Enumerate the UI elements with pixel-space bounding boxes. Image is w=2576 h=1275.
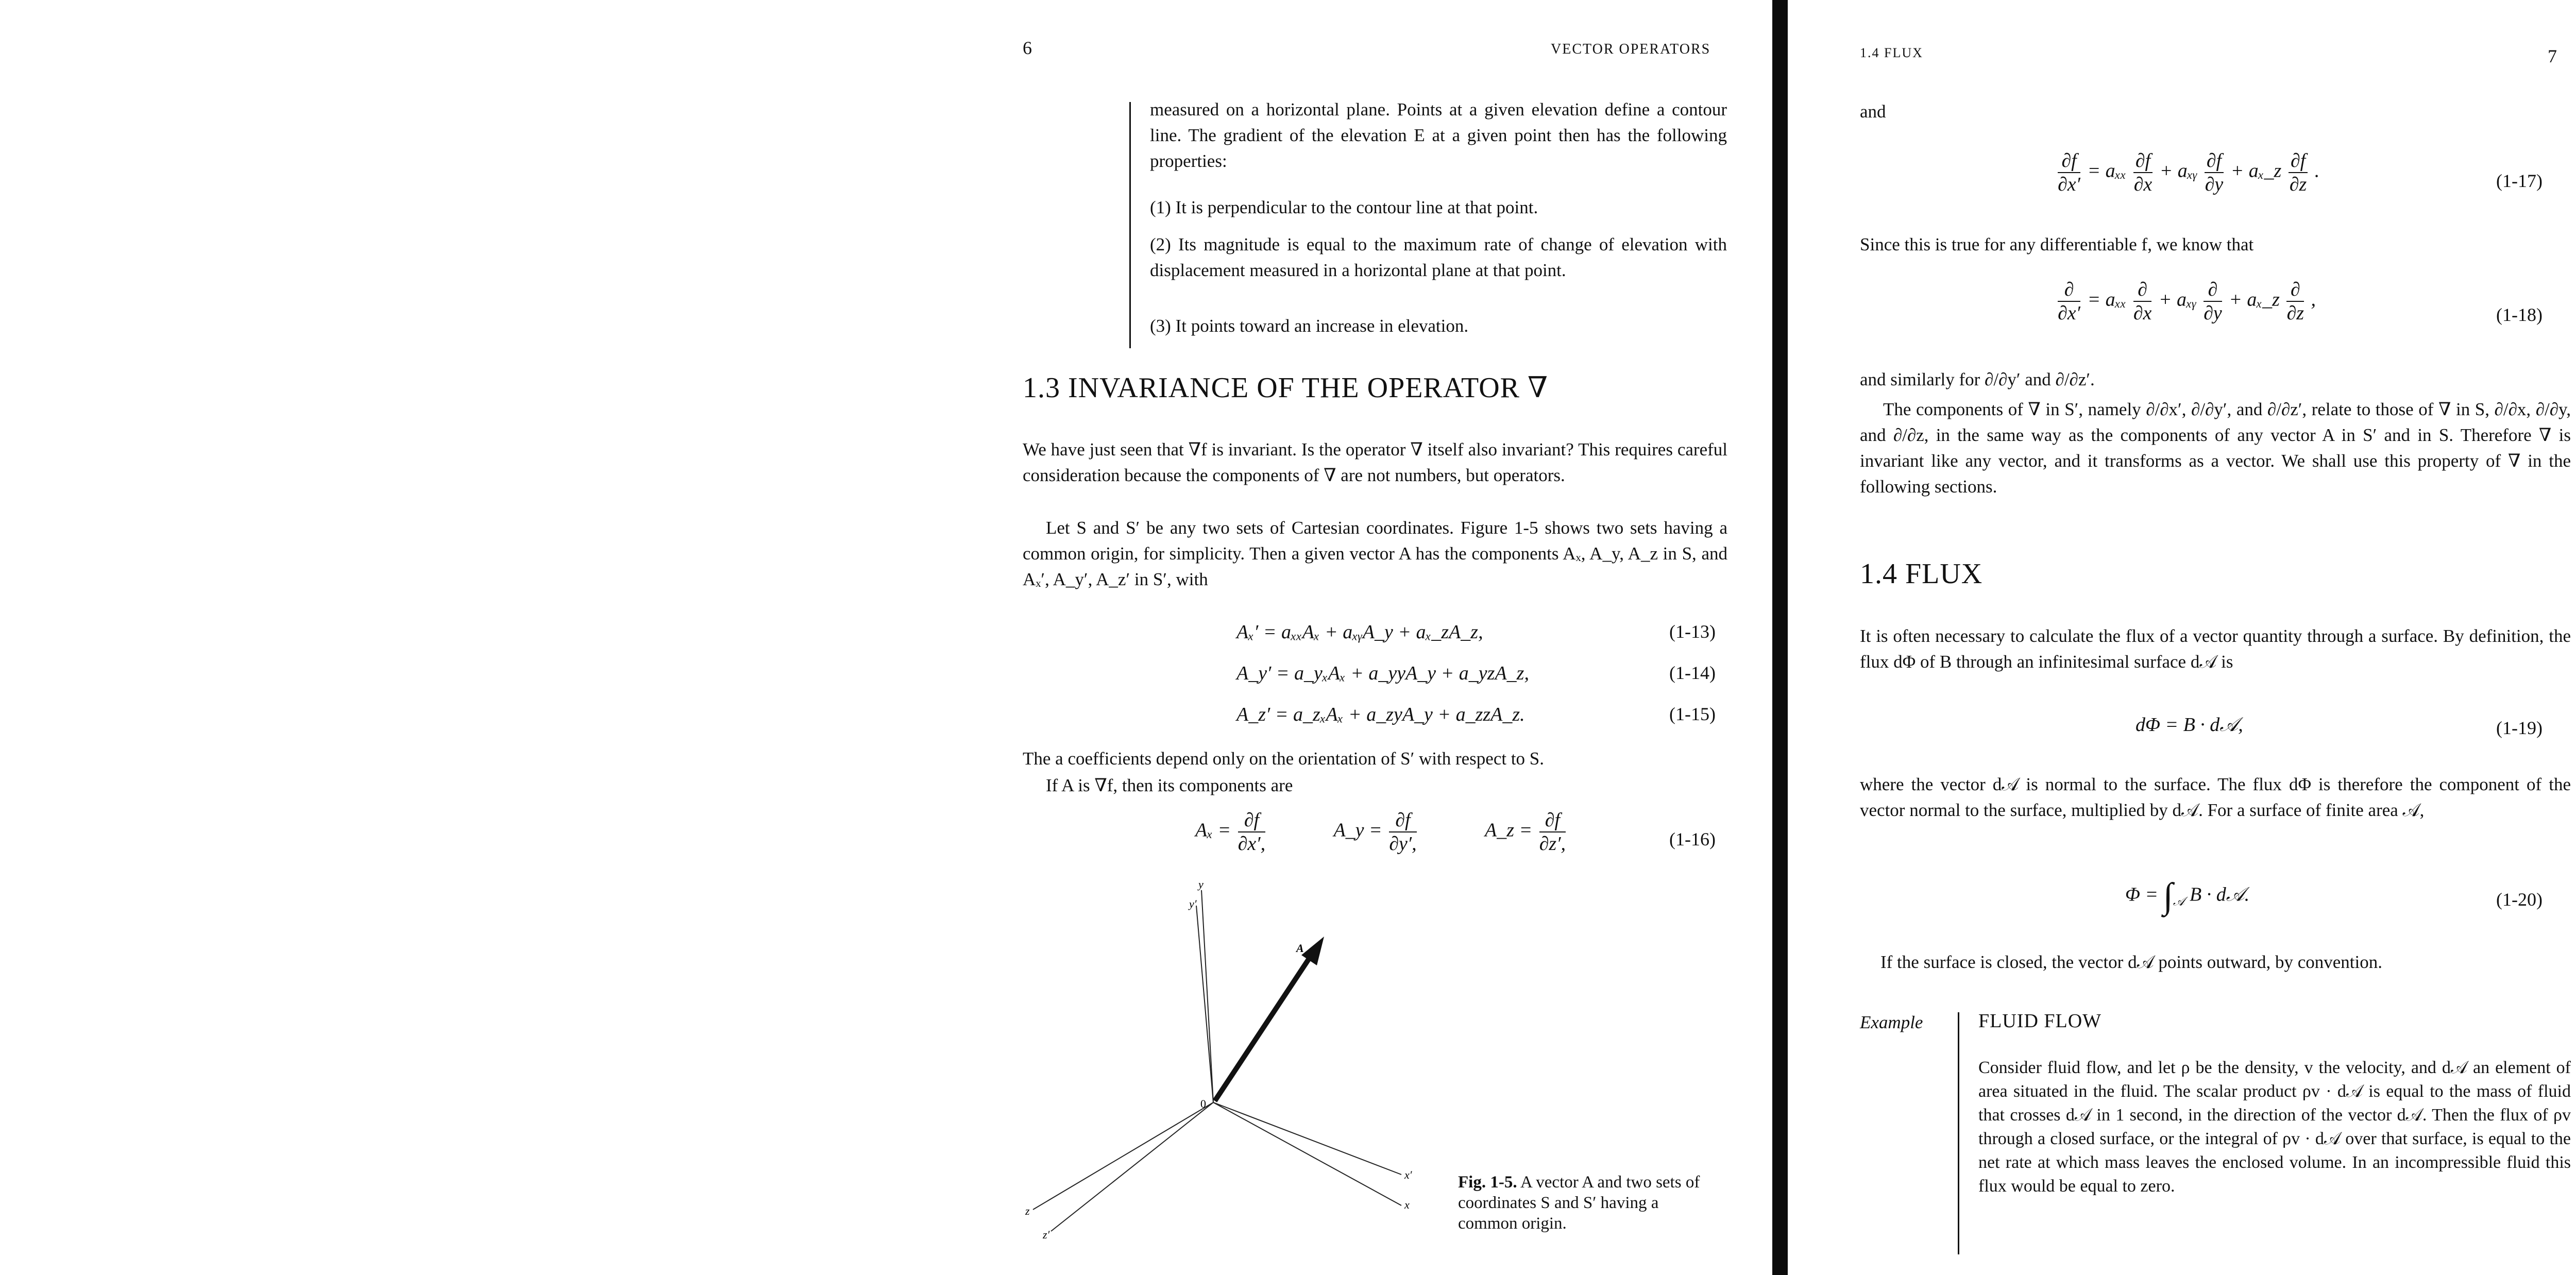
figure-caption: Fig. 1-5. A vector A and two sets of coordinates S and S′ having a common origin. xyxy=(1458,1173,1700,1233)
vector-a-label: A xyxy=(1296,942,1304,955)
equation-1-17: $\frac{\partial f}{\partial x'}$ = aₓₓ $\frac{\partial f}{\partial x}$ + aₓᵧ $\frac{\partial f}{\partial y}$ + aₓ_z $\frac{\partial f}{\partial z}$ . xyxy=(2058,150,2320,195)
sidebar-rule xyxy=(1129,102,1131,348)
property-1: (1) It is perpendicular to the contour line at that point. xyxy=(1150,197,1538,217)
paragraph: If A is ∇f, then its components are xyxy=(1046,775,1293,795)
page-number: 7 xyxy=(2548,46,2557,66)
paragraph: We have just seen that ∇f is invariant. Is the operator ∇ itself also invariant? This requires careful consideration because the components of ∇ are not numbers, but operators. xyxy=(1023,439,1727,485)
equation-1-14: A_y′ = a_yₓAₓ + a_yyA_y + a_yzA_z, xyxy=(1236,662,1529,684)
paragraph: Let S and S′ be any two sets of Cartesian coordinates. Figure 1-5 shows two sets having a common origin, for simplicity. Then a given vector A has the components Aₓ, A_y, A_z in S, and Aₓ′, A_y′, A_z′ in S′, with xyxy=(1023,518,1727,589)
equation-number: (1-15) xyxy=(1669,704,1716,724)
figure-1-5 xyxy=(1020,876,1443,1257)
equation-1-20: $\Phi = \int_𝒜$ B · d𝒜. xyxy=(2125,876,2250,916)
property-2: (2) Its magnitude is equal to the maximum rate of change of elevation with displacement measured in a horizontal plane at that point. xyxy=(1150,234,1727,280)
z-axis xyxy=(1033,1102,1213,1210)
book-spine xyxy=(1772,0,1788,1275)
equation-number: (1-18) xyxy=(2496,304,2543,325)
word-and: and xyxy=(1860,101,1886,122)
running-head: VECTOR OPERATORS xyxy=(1551,41,1711,57)
equation-number: (1-19) xyxy=(2496,718,2543,738)
section-title: 1.3 INVARIANCE OF THE OPERATOR ∇ xyxy=(1023,372,1549,404)
example-rule xyxy=(1958,1012,1959,1254)
example-text: Consider fluid flow, and let ρ be the density, v the velocity, and d𝒜 an element of area situated in the fluid. The scalar product ρv · d𝒜 is equal to the mass of fluid that crosses d𝒜 in 1 second, in the direction of the vector d𝒜. Then the flux of ρv through a closed surface, or the integral of ρv · d𝒜 over that surface, is equal to the net rate at which mass leaves the enclosed volume. In an incompressible fluid this flux would be equal to zero. xyxy=(1978,1058,2571,1196)
paragraph: The a coefficients depend only on the orientation of S′ with respect to S. xyxy=(1023,749,1545,769)
x-axis xyxy=(1213,1102,1401,1205)
equation-1-19: dΦ = B · d𝒜, xyxy=(2136,714,2243,736)
example-title: FLUID FLOW xyxy=(1978,1010,2102,1032)
z-label: z xyxy=(1025,1204,1030,1217)
property-3: (3) It points toward an increase in elevation. xyxy=(1150,316,1469,336)
vector-a-shaft xyxy=(1215,953,1313,1101)
z-prime-axis xyxy=(1051,1102,1213,1231)
equation-number: (1-13) xyxy=(1669,621,1716,642)
equation-number: (1-16) xyxy=(1669,829,1716,849)
right-page xyxy=(1793,0,2576,1275)
running-head: 1.4 FLUX xyxy=(1860,45,1923,60)
equation-1-13: Aₓ′ = aₓₓAₓ + aₓᵧA_y + aₓ_zA_z, xyxy=(1236,621,1483,643)
equation-number: (1-17) xyxy=(2496,171,2543,191)
paragraph: If the surface is closed, the vector d𝒜 points outward, by convention. xyxy=(1880,952,2382,972)
equation-number: (1-20) xyxy=(2496,889,2543,910)
x-prime-label: x′ xyxy=(1404,1168,1412,1181)
x-prime-axis xyxy=(1213,1102,1401,1175)
equation-1-18: $\frac{\partial}{\partial x'}$ = aₓₓ $\frac{\partial}{\partial x}$ + aₓᵧ $\frac{\partial}{\partial y}$ + aₓ_z $\frac{\partial}{\partial z}$ , xyxy=(2058,279,2316,324)
paragraph: where the vector d𝒜 is normal to the surface. The flux dΦ is therefore the component of the vector normal to the surface, multiplied by d𝒜. For a surface of finite area 𝒜, xyxy=(1860,774,2571,820)
example-label: Example xyxy=(1860,1012,1923,1032)
paragraph: The components of ∇ in S′, namely ∂/∂x′, ∂/∂y′, and ∂/∂z′, relate to those of ∇ in S, ∂/∂x, ∂/∂y, and ∂/∂z, in the same way as the components of any vector A in S′ and in S. Therefore ∇ is invariant like any vector, and it transforms as a vector. We shall use this property of ∇ in the following sections. xyxy=(1860,399,2571,497)
intro-paragraph: measured on a horizontal plane. Points at a given elevation define a contour line. The gradient of the elevation E at a given point then has the following properties: xyxy=(1150,99,1727,171)
y-label: y xyxy=(1198,878,1204,891)
equation-number: (1-14) xyxy=(1669,662,1716,683)
paragraph: and similarly for ∂/∂y′ and ∂/∂z′. xyxy=(1860,369,2095,389)
paragraph: Since this is true for any differentiable f, we know that xyxy=(1860,234,2254,254)
page-number: 6 xyxy=(1023,38,1032,58)
y-prime-axis xyxy=(1196,906,1213,1102)
origin-label: 0 xyxy=(1200,1097,1206,1110)
equation-1-15: A_z′ = a_zₓAₓ + a_zyA_y + a_zzA_z. xyxy=(1236,704,1525,725)
equation-1-16: Aₓ = $\frac{\partial f}{\partial x',}$ A_y = $\frac{\partial f}{\partial y',}$ A_z = $\frac{\partial f}{\partial z',}$ xyxy=(1195,809,1566,855)
y-axis xyxy=(1201,890,1213,1102)
x-label: x xyxy=(1404,1198,1410,1211)
y-prime-label: y′ xyxy=(1189,897,1197,910)
paragraph: It is often necessary to calculate the flux of a vector quantity through a surface. By definition, the flux dΦ of B through an infinitesimal surface d𝒜 is xyxy=(1860,626,2571,672)
section-title: 1.4 FLUX xyxy=(1860,558,1983,590)
z-prime-label: z′ xyxy=(1043,1228,1050,1241)
